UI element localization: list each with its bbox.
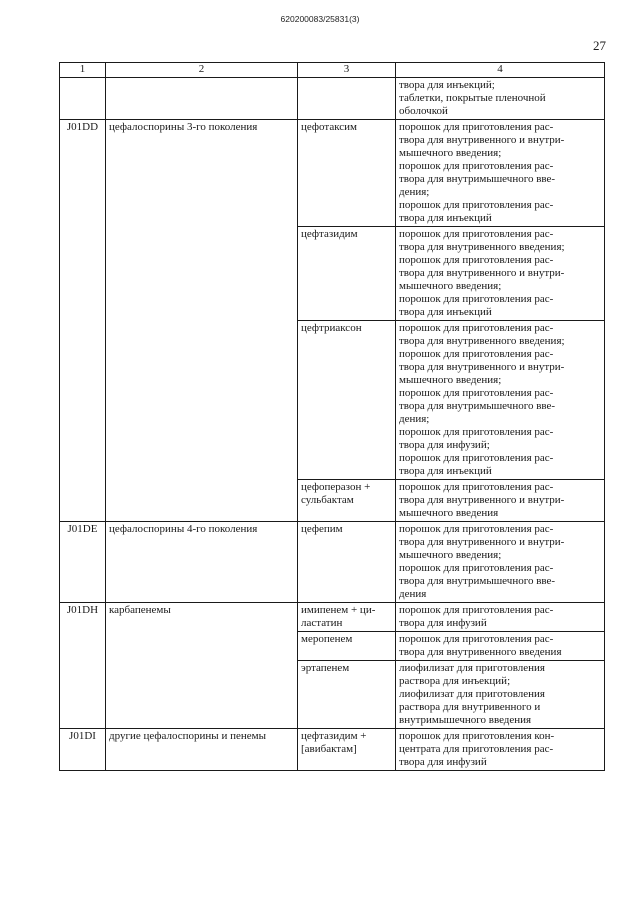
group-name-cell: цефалоспорины 3-го поколения: [106, 120, 298, 522]
dosage-form-line: порошок для приготовления рас-: [399, 199, 554, 211]
dosage-form-line: порошок для приготовления рас-: [399, 633, 554, 645]
table-row: [60, 603, 605, 632]
dosage-form-line: дения;: [399, 186, 430, 198]
dosage-form-line: мышечного введения: [399, 507, 499, 519]
dosage-form-line: твора для инфузий: [399, 756, 487, 768]
dosage-form-cell: [396, 120, 605, 227]
dosage-form-line: твора для внутривенного и внутри-: [399, 361, 565, 373]
dosage-form-line: твора для внутривенного и внутри-: [399, 134, 565, 146]
dosage-form-line: лиофилизат для приготовления: [399, 688, 545, 700]
dosage-form-line: дения: [399, 588, 427, 600]
table-row: [60, 78, 605, 120]
dosage-form-cell: [396, 227, 605, 321]
dosage-form-line: внутримышечного введения: [399, 714, 532, 726]
medication-table: [59, 62, 605, 771]
dosage-form-line: твора для инфузий;: [399, 439, 490, 451]
table-header-row: [60, 63, 605, 78]
dosage-form-line: раствора для инъекций;: [399, 675, 511, 687]
atc-code-cell: J01DD: [60, 120, 106, 522]
table-row: [60, 729, 605, 771]
dosage-form-line: твора для инъекций: [399, 212, 492, 224]
dosage-form-cell: [396, 78, 605, 120]
page-number: 27: [593, 38, 606, 53]
dosage-form-line: твора для внутривенного введения;: [399, 241, 565, 253]
dosage-form-line: порошок для приготовления рас-: [399, 348, 554, 360]
dosage-form-line: твора для внутримышечного вве-: [399, 575, 556, 587]
dosage-form-line: твора для внутривенного введения;: [399, 335, 565, 347]
substance-cell: [298, 661, 396, 729]
substance-line: эртапенем: [301, 662, 350, 674]
group-name-cell: карбапенемы: [106, 603, 298, 729]
dosage-form-line: твора для инъекций;: [399, 79, 495, 91]
substance-line: цефтазидим +: [301, 730, 367, 742]
substance-line: имипенем + ци-: [301, 604, 376, 616]
dosage-form-cell: [396, 729, 605, 771]
substance-line: ластатин: [301, 617, 343, 629]
substance-cell: [298, 227, 396, 321]
dosage-form-cell: [396, 661, 605, 729]
dosage-form-line: порошок для приготовления рас-: [399, 604, 554, 616]
group-name-cell: цефалоспорины 4-го поколения: [106, 522, 298, 603]
dosage-form-line: твора для инъекций: [399, 465, 492, 477]
substance-line: цефтазидим: [301, 228, 358, 240]
dosage-form-line: дения;: [399, 413, 430, 425]
dosage-form-line: мышечного введения;: [399, 280, 502, 292]
group-name-cell: другие цефалоспорины и пенемы: [106, 729, 298, 771]
dosage-form-line: твора для внутривенного и внутри-: [399, 536, 565, 548]
substance-line: цефотаксим: [301, 121, 358, 133]
dosage-form-line: порошок для приготовления рас-: [399, 523, 554, 535]
atc-code-cell: [60, 78, 106, 120]
dosage-form-line: мышечного введения;: [399, 147, 502, 159]
substance-cell: [298, 480, 396, 522]
substance-line: меропенем: [301, 633, 353, 645]
atc-code-cell: J01DI: [60, 729, 106, 771]
dosage-form-line: порошок для приготовления рас-: [399, 254, 554, 266]
dosage-form-line: твора для внутривенного и внутри-: [399, 267, 565, 279]
substance-cell: [298, 632, 396, 661]
dosage-form-line: порошок для приготовления рас-: [399, 481, 554, 493]
dosage-form-cell: [396, 632, 605, 661]
dosage-form-line: порошок для приготовления рас-: [399, 160, 554, 172]
atc-code-cell: J01DH: [60, 603, 106, 729]
dosage-form-cell: [396, 321, 605, 480]
substance-cell: [298, 78, 396, 120]
table-row: [60, 522, 605, 603]
dosage-form-line: раствора для внутривенного и: [399, 701, 541, 713]
dosage-form-line: твора для инфузий: [399, 617, 487, 629]
group-name-cell: [106, 78, 298, 120]
dosage-form-line: порошок для приготовления рас-: [399, 426, 554, 438]
dosage-form-line: порошок для приготовления рас-: [399, 121, 554, 133]
dosage-form-line: порошок для приготовления рас-: [399, 562, 554, 574]
table-row: [60, 120, 605, 227]
column-header: 1: [60, 63, 106, 78]
dosage-form-line: центрата для приготовления рас-: [399, 743, 554, 755]
dosage-form-line: лиофилизат для приготовления: [399, 662, 545, 674]
dosage-form-line: порошок для приготовления рас-: [399, 387, 554, 399]
column-header: 2: [106, 63, 298, 78]
dosage-form-line: таблетки, покрытые пленочной: [399, 92, 546, 104]
dosage-form-line: твора для внутримышечного вве-: [399, 173, 556, 185]
substance-cell: [298, 729, 396, 771]
substance-line: цефепим: [301, 523, 343, 535]
column-header: 4: [396, 63, 605, 78]
dosage-form-line: твора для внутривенного и внутри-: [399, 494, 565, 506]
dosage-form-line: твора для внутривенного введения: [399, 646, 562, 658]
dosage-form-cell: [396, 522, 605, 603]
substance-cell: [298, 120, 396, 227]
dosage-form-line: порошок для приготовления рас-: [399, 452, 554, 464]
dosage-form-line: мышечного введения;: [399, 549, 502, 561]
column-header: 3: [298, 63, 396, 78]
dosage-form-line: твора для внутримышечного вве-: [399, 400, 556, 412]
dosage-form-cell: [396, 480, 605, 522]
dosage-form-line: оболочкой: [399, 105, 448, 117]
dosage-form-line: порошок для приготовления рас-: [399, 322, 554, 334]
dosage-form-line: порошок для приготовления рас-: [399, 293, 554, 305]
substance-line: цефоперазон +: [301, 481, 371, 493]
dosage-form-line: порошок для приготовления рас-: [399, 228, 554, 240]
atc-code-cell: J01DE: [60, 522, 106, 603]
dosage-form-cell: [396, 603, 605, 632]
dosage-form-line: мышечного введения;: [399, 374, 502, 386]
substance-line: [авибактам]: [301, 743, 357, 755]
substance-line: цефтриаксон: [301, 322, 362, 334]
document-code: 620200083/25831(3): [280, 14, 360, 24]
substance-cell: [298, 321, 396, 480]
dosage-form-line: порошок для приготовления кон-: [399, 730, 555, 742]
substance-line: сульбактам: [301, 494, 354, 506]
substance-cell: [298, 522, 396, 603]
dosage-form-line: твора для инъекций: [399, 306, 492, 318]
substance-cell: [298, 603, 396, 632]
